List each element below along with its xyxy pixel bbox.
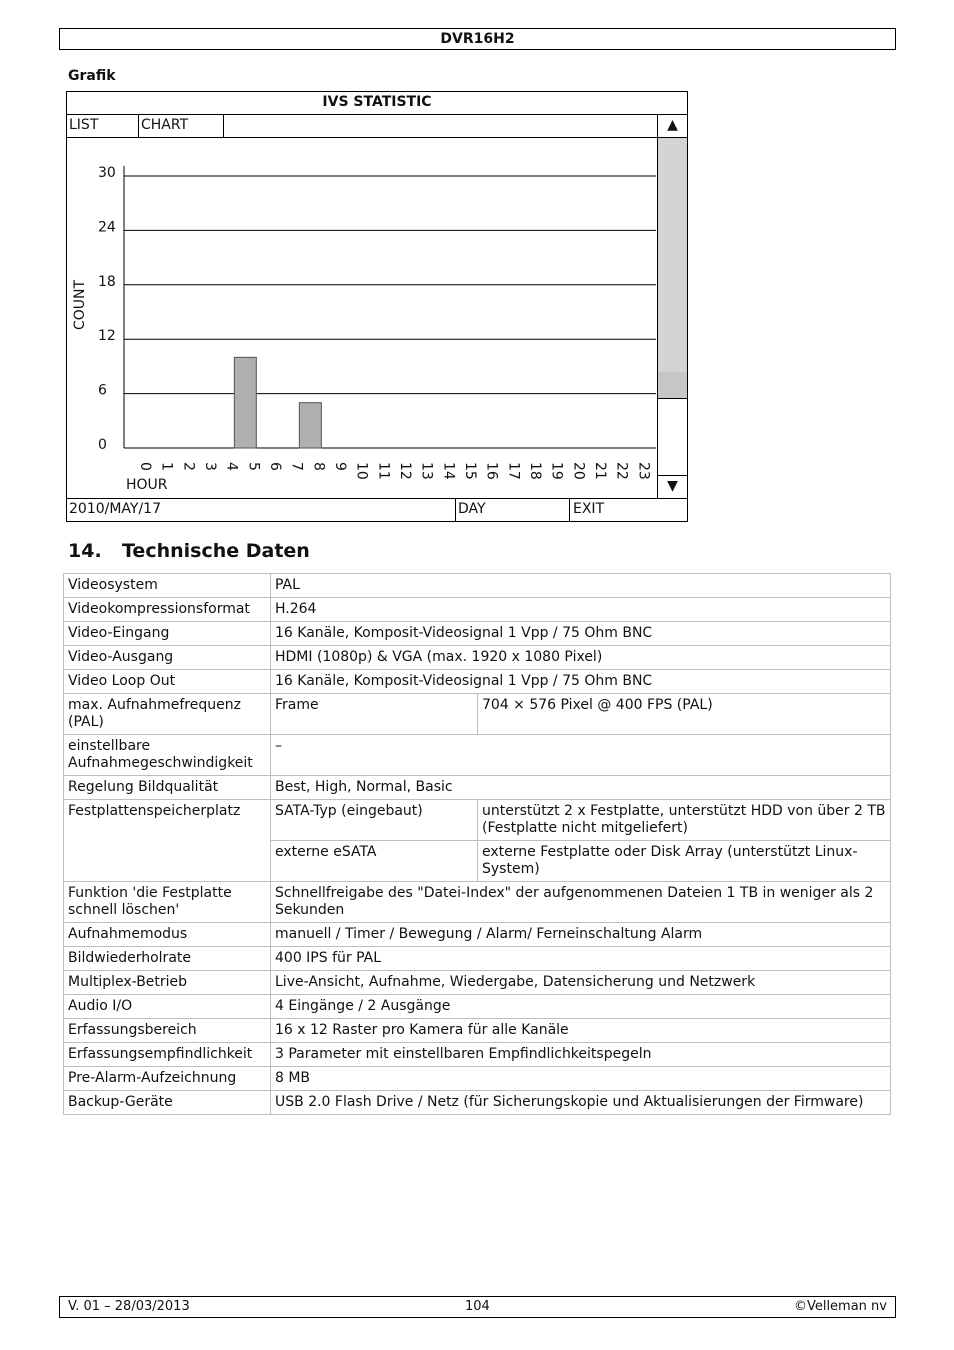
x-tick-label: 22 xyxy=(613,462,630,480)
spec-value: 16 x 12 Raster pro Kamera für alle Kanäle xyxy=(271,1019,891,1043)
table-row xyxy=(64,670,891,694)
scroll-down-icon[interactable]: ▼ xyxy=(658,475,687,498)
table-row xyxy=(64,574,891,598)
x-tick-label: 7 xyxy=(288,462,305,471)
section-heading xyxy=(68,540,310,562)
x-tick-label: 5 xyxy=(245,462,262,471)
spec-key: Backup-Geräte xyxy=(64,1091,271,1115)
spec-value: Best, High, Normal, Basic xyxy=(271,776,891,800)
table-row xyxy=(64,735,891,776)
footer-version: V. 01 – 28/03/2013 xyxy=(68,1299,190,1314)
spec-value: manuell / Timer / Bewegung / Alarm/ Ferneinschaltung Alarm xyxy=(271,923,891,947)
bar xyxy=(234,357,256,448)
x-tick-label: 12 xyxy=(397,462,413,480)
table-row xyxy=(64,923,891,947)
table-row xyxy=(64,598,891,622)
scrollbar[interactable] xyxy=(657,115,687,498)
table-row xyxy=(64,882,891,923)
spec-table xyxy=(63,573,891,1115)
table-row xyxy=(64,971,891,995)
spec-subvalue: externe Festplatte oder Disk Array (unterstützt Linux-System) xyxy=(478,841,891,882)
spec-key: max. Aufnahmefrequenz (PAL) xyxy=(64,694,271,735)
exit-button[interactable]: EXIT xyxy=(573,501,605,517)
table-row xyxy=(64,800,891,841)
spec-value: 8 MB xyxy=(271,1067,891,1091)
spec-value: 400 IPS für PAL xyxy=(271,947,891,971)
footer-page-number: 104 xyxy=(465,1299,490,1314)
page-header xyxy=(59,28,896,50)
x-tick-label: 23 xyxy=(635,462,652,480)
table-row xyxy=(64,947,891,971)
x-tick-label: 16 xyxy=(483,462,500,480)
spec-key: Multiplex-Betrieb xyxy=(64,971,271,995)
spec-key: Erfassungsempfindlichkeit xyxy=(64,1043,271,1067)
spec-value: HDMI (1080p) & VGA (max. 1920 x 1080 Pixel) xyxy=(271,646,891,670)
spec-value: 16 Kanäle, Komposit-Videosignal 1 Vpp / 75 Ohm BNC xyxy=(271,622,891,646)
section-number: 14. xyxy=(68,540,102,562)
spec-key: Aufnahmemodus xyxy=(64,923,271,947)
table-row xyxy=(64,694,891,735)
x-tick-label: 4 xyxy=(223,462,240,471)
spec-key: Videokompressionsformat xyxy=(64,598,271,622)
y-axis-label: COUNT xyxy=(72,279,88,330)
spec-value: – xyxy=(271,735,891,776)
spec-value: 16 Kanäle, Komposit-Videosignal 1 Vpp / 75 Ohm BNC xyxy=(271,670,891,694)
ivs-title: IVS STATISTIC xyxy=(67,92,687,115)
x-tick-label: 15 xyxy=(462,462,478,480)
y-tick-label: 6 xyxy=(98,382,107,399)
table-row xyxy=(64,995,891,1019)
table-row xyxy=(64,1043,891,1067)
ivs-statistic-panel xyxy=(66,91,688,522)
x-tick-label: 18 xyxy=(527,462,543,480)
x-tick-label: 10 xyxy=(353,462,370,480)
x-tick-label: 2 xyxy=(180,462,197,471)
spec-value: PAL xyxy=(271,574,891,598)
spec-subvalue: unterstützt 2 x Festplatte, unterstützt HDD von über 2 TB (Festplatte nicht mitgeliefert) xyxy=(478,800,891,841)
day-button[interactable]: DAY xyxy=(456,499,570,521)
spec-key: Video Loop Out xyxy=(64,670,271,694)
spec-key: Pre-Alarm-Aufzeichnung xyxy=(64,1067,271,1091)
x-tick-label: 3 xyxy=(202,462,218,471)
spec-value: Frame xyxy=(271,694,478,735)
spec-value: H.264 xyxy=(271,598,891,622)
x-tick-label: 6 xyxy=(267,462,283,471)
spec-key: Video-Eingang xyxy=(64,622,271,646)
y-tick-label: 24 xyxy=(98,219,116,236)
spec-value: Live-Ansicht, Aufnahme, Wiedergabe, Datensicherung und Netzwerk xyxy=(271,971,891,995)
bar xyxy=(299,403,321,448)
x-tick-label: 0 xyxy=(137,462,153,471)
spec-key: Festplattenspeicherplatz xyxy=(64,800,271,882)
scroll-up-icon[interactable]: ▲ xyxy=(658,115,687,138)
table-row xyxy=(64,1091,891,1115)
spec-key: Regelung Bildqualität xyxy=(64,776,271,800)
table-row xyxy=(64,646,891,670)
tab-row xyxy=(67,115,657,138)
spec-value: 4 Eingänge / 2 Ausgänge xyxy=(271,995,891,1019)
x-tick-label: 8 xyxy=(310,462,327,471)
ivs-footer xyxy=(67,498,687,521)
spec-key: Erfassungsbereich xyxy=(64,1019,271,1043)
spec-value: SATA-Typ (eingebaut) xyxy=(271,800,478,841)
y-tick-label: 18 xyxy=(98,273,116,290)
x-tick-label: 17 xyxy=(505,462,522,480)
table-row xyxy=(64,1019,891,1043)
grafik-heading: Grafik xyxy=(68,68,116,84)
tab-list[interactable]: LIST xyxy=(67,115,139,137)
x-tick-label: 1 xyxy=(158,462,175,471)
count-chart xyxy=(67,138,657,498)
tab-chart[interactable]: CHART xyxy=(139,115,224,137)
spec-value: externe eSATA xyxy=(271,841,478,882)
x-tick-label: 9 xyxy=(332,462,348,471)
section-title: Technische Daten xyxy=(122,540,310,562)
x-tick-label: 20 xyxy=(570,462,587,480)
x-tick-label: 13 xyxy=(418,462,435,480)
y-tick-label: 12 xyxy=(98,328,116,345)
date-display: 2010/MAY/17 xyxy=(67,499,456,521)
table-row xyxy=(64,776,891,800)
chart-svg xyxy=(67,138,657,498)
y-tick-label: 30 xyxy=(98,165,116,181)
spec-key: Videosystem xyxy=(64,574,271,598)
spec-value: 3 Parameter mit einstellbaren Empfindlichkeitspegeln xyxy=(271,1043,891,1067)
page-footer xyxy=(59,1296,896,1318)
spec-key: Bildwiederholrate xyxy=(64,947,271,971)
y-tick-label: 0 xyxy=(98,437,107,453)
spec-value: Schnellfreigabe des "Datei-Index" der aufgenommenen Dateien 1 TB in weniger als 2 Sekunden xyxy=(271,882,891,923)
spec-value: USB 2.0 Flash Drive / Netz (für Sicherungskopie und Aktualisierungen der Firmware) xyxy=(271,1091,891,1115)
table-row xyxy=(64,622,891,646)
x-tick-label: 11 xyxy=(375,462,392,480)
table-row xyxy=(64,1067,891,1091)
x-tick-label: 19 xyxy=(548,462,565,480)
scroll-thumb-end xyxy=(658,372,687,399)
spec-subvalue: 704 × 576 Pixel @ 400 FPS (PAL) xyxy=(478,694,891,735)
spec-key: Video-Ausgang xyxy=(64,646,271,670)
scroll-thumb[interactable] xyxy=(658,138,687,372)
spec-key: Audio I/O xyxy=(64,995,271,1019)
spec-key: einstellbare Aufnahmegeschwindigkeit xyxy=(64,735,271,776)
x-tick-label: 21 xyxy=(592,462,608,480)
x-tick-label: 14 xyxy=(440,462,457,480)
footer-copyright: ©Velleman nv xyxy=(793,1299,887,1314)
model-name: DVR16H2 xyxy=(440,31,515,47)
spec-key: Funktion 'die Festplatte schnell löschen' xyxy=(64,882,271,923)
x-axis-label: HOUR xyxy=(126,477,168,493)
